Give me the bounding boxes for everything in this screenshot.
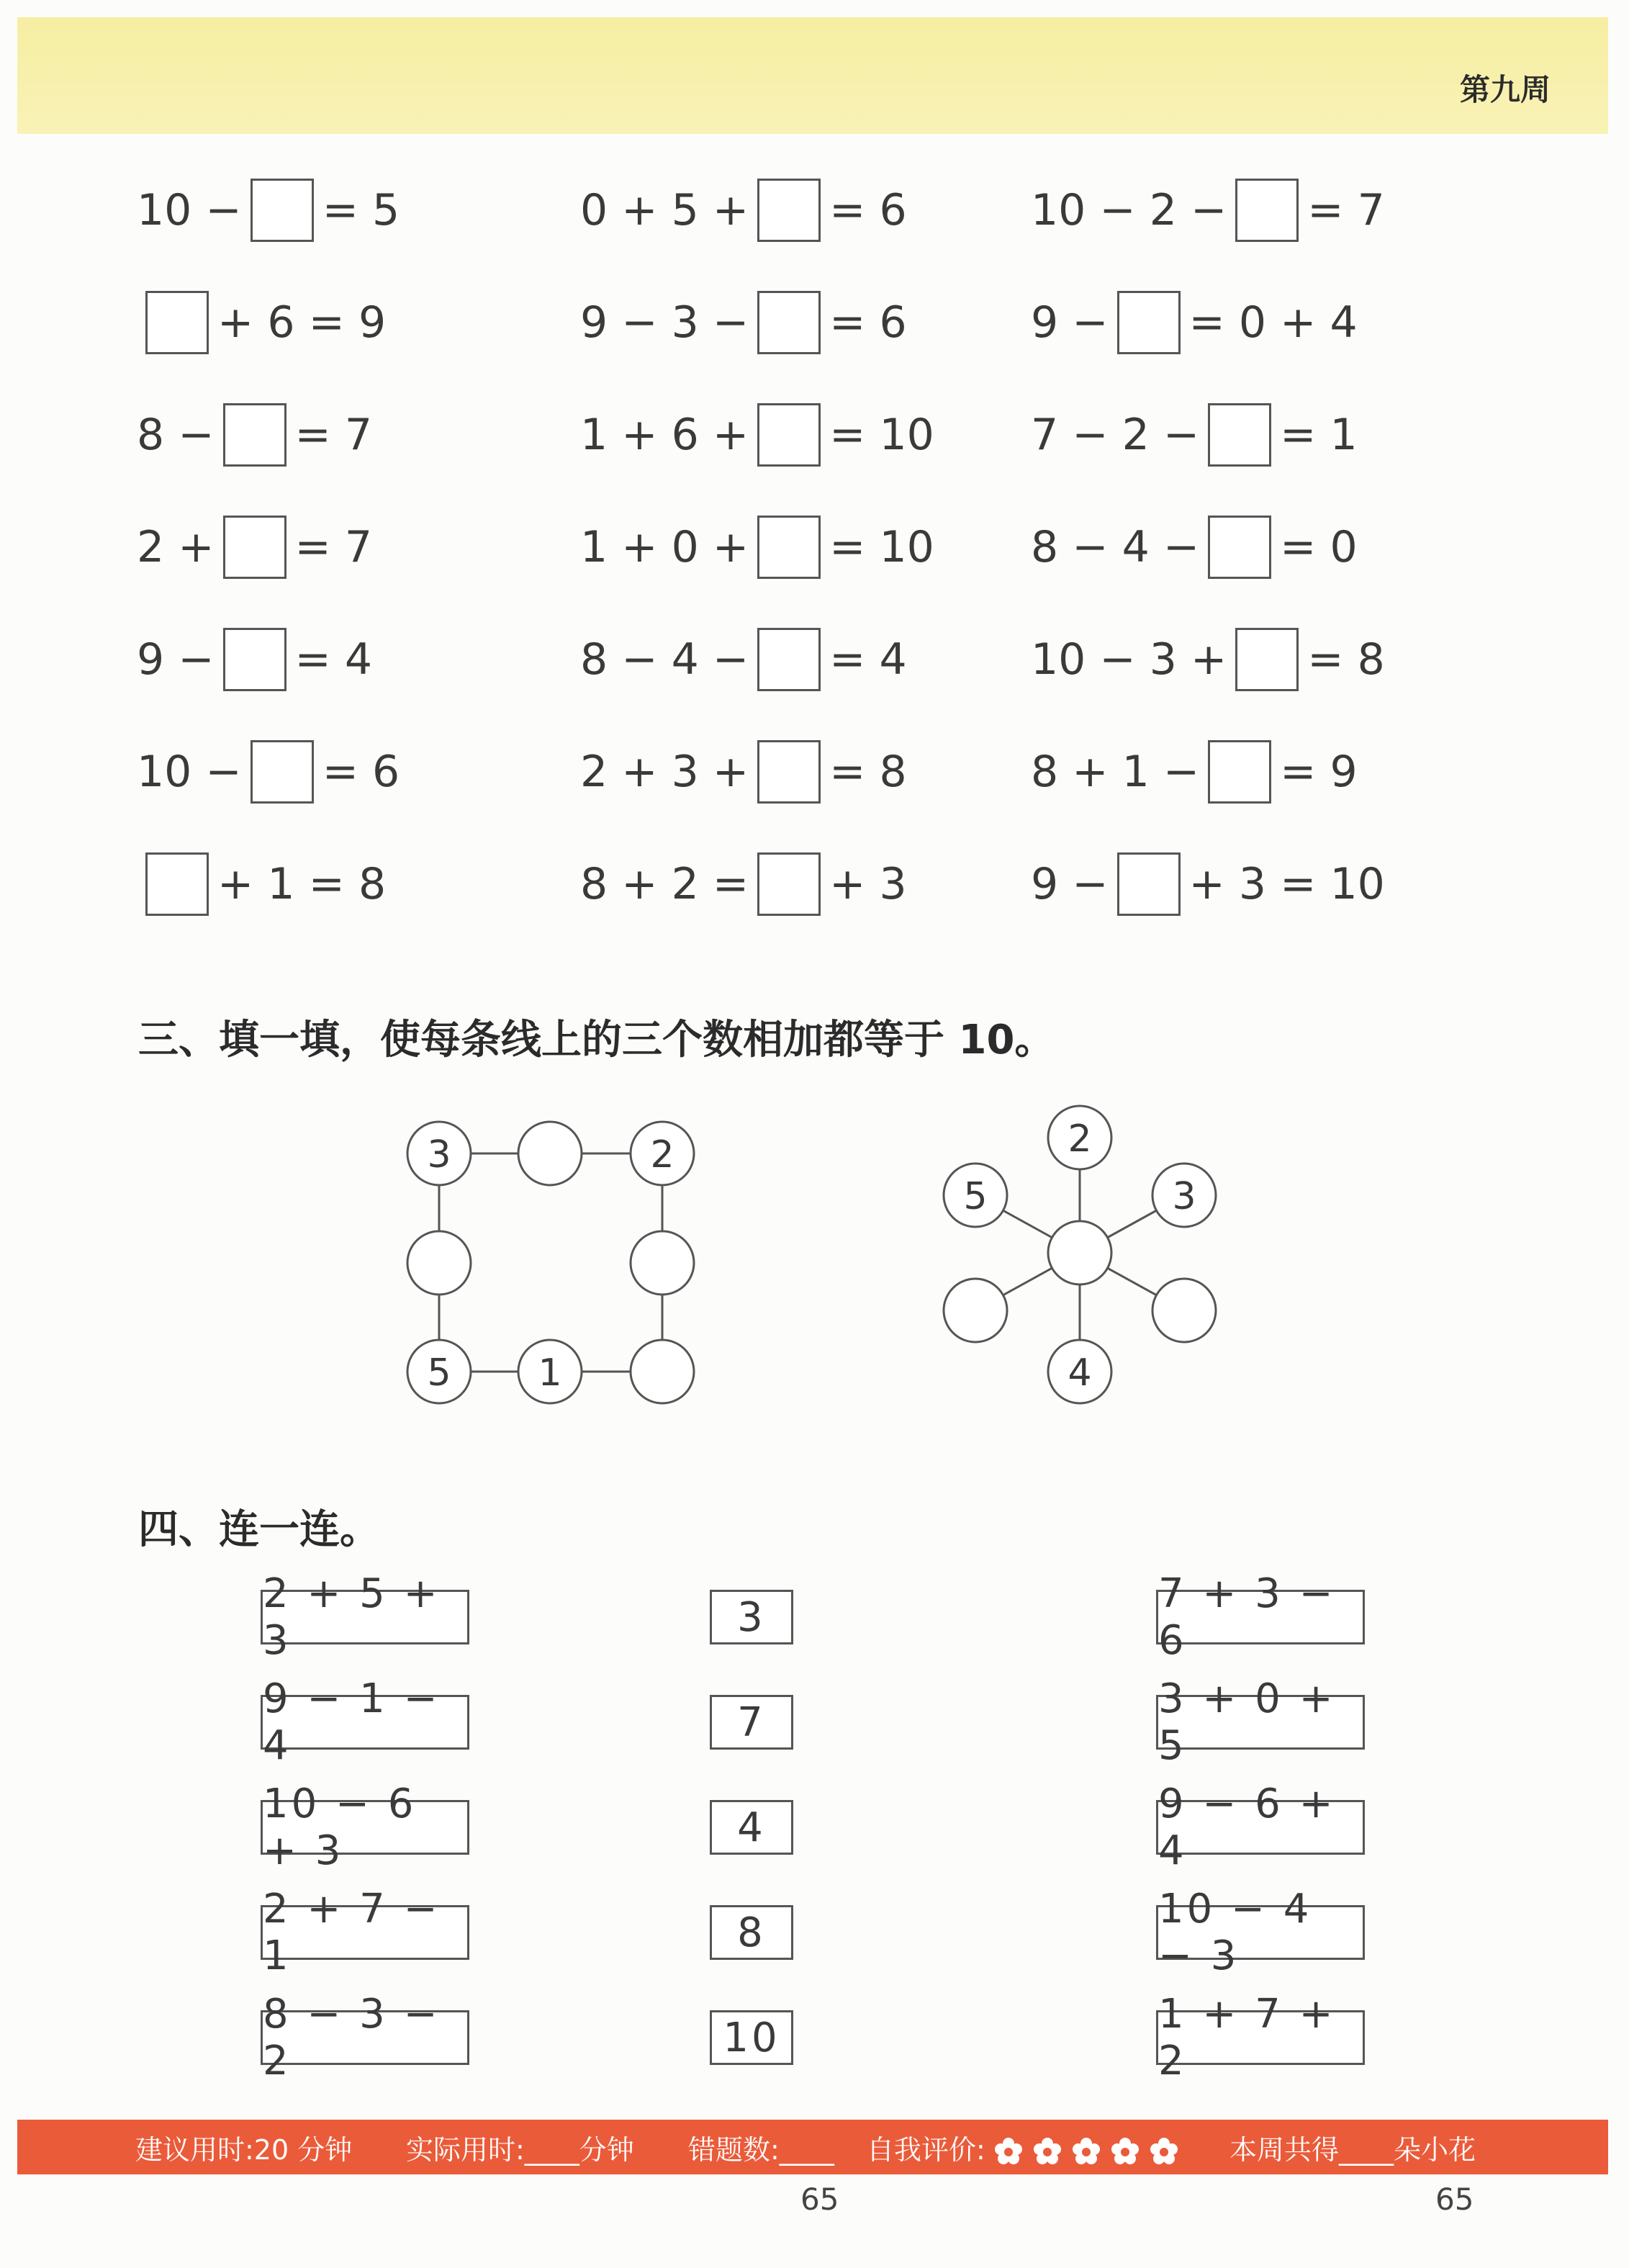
error-count: 错题数:____ (688, 2133, 834, 2166)
star-circle-center[interactable] (1048, 1221, 1111, 1284)
equation-right: = 0 (1280, 522, 1358, 572)
equation-left: 1 + 6 + (580, 410, 749, 460)
star-circle-lower-left[interactable] (944, 1279, 1007, 1342)
number-circle[interactable] (407, 1231, 471, 1295)
equation-left: 8 − 4 − (580, 634, 749, 685)
equation-right: + 1 = 8 (217, 859, 387, 909)
match-middle-item[interactable]: 4 (710, 1800, 793, 1855)
star-number: 2 (1068, 1117, 1092, 1161)
flower-icon[interactable] (994, 2137, 1023, 2166)
equation-left: 0 + 5 + (580, 185, 749, 235)
weekly-flowers: 本周共得____朵小花 (1229, 2133, 1476, 2166)
match-left-item[interactable]: 10 − 6 + 3 (261, 1800, 469, 1855)
circle-number: 5 (427, 1351, 451, 1395)
footer-band (17, 2120, 1608, 2174)
equation-left: 2 + (137, 522, 215, 572)
circle-number: 3 (427, 1133, 451, 1176)
equation-left: 10 − 3 + (1031, 634, 1227, 685)
star-diagram (944, 1106, 1216, 1403)
equation-right: = 10 (829, 522, 934, 572)
equation-left: 2 + 3 + (580, 747, 749, 797)
page-number-right: 65 (1435, 2182, 1474, 2217)
match-left-item[interactable]: 9 − 1 − 4 (261, 1695, 469, 1750)
equation-right: = 7 (294, 522, 373, 572)
equation-right: = 5 (322, 185, 400, 235)
equation-left: 9 − (1031, 859, 1109, 909)
equation-right: = 7 (1307, 185, 1385, 235)
match-middle-item[interactable]: 3 (710, 1590, 793, 1644)
equation-right: = 6 (829, 185, 907, 235)
equation-left: 9 − 3 − (580, 297, 749, 348)
flower-rating[interactable] (994, 2134, 1188, 2166)
match-middle-item[interactable]: 10 (710, 2010, 793, 2065)
equation-right: = 8 (1307, 634, 1385, 685)
equation-left: 9 − (1031, 297, 1109, 348)
equation-right: = 4 (294, 634, 373, 685)
match-left-item[interactable]: 2 + 7 − 1 (261, 1905, 469, 1960)
equation-right: + 3 = 10 (1188, 859, 1385, 909)
star-number: 5 (963, 1175, 988, 1218)
equation-right: = 9 (1280, 747, 1358, 797)
square-diagram (407, 1122, 694, 1403)
match-right-item[interactable]: 10 − 4 − 3 (1156, 1905, 1365, 1960)
section4-title: 四、连一连。 (138, 1506, 380, 1553)
equation-right: = 8 (829, 747, 907, 797)
equation-left: 8 + 1 − (1031, 747, 1200, 797)
match-right-item[interactable]: 9 − 6 + 4 (1156, 1800, 1365, 1855)
match-left-item[interactable]: 8 − 3 − 2 (261, 2010, 469, 2065)
circle-number: 1 (538, 1351, 562, 1395)
page-number-center: 65 (800, 2182, 839, 2217)
self-evaluation (867, 2128, 1188, 2167)
number-circle[interactable] (631, 1231, 694, 1295)
match-middle-item[interactable]: 7 (710, 1695, 793, 1750)
number-circle[interactable] (518, 1122, 582, 1185)
equation-right: = 6 (829, 297, 907, 348)
flower-icon[interactable] (1111, 2137, 1140, 2166)
number-circle[interactable] (631, 1340, 694, 1403)
equation-left: 9 − (137, 634, 215, 685)
flower-icon[interactable] (1150, 2137, 1178, 2166)
equation-right: + 3 (829, 859, 907, 909)
equation-right: = 1 (1280, 410, 1358, 460)
flower-icon[interactable] (1072, 2137, 1101, 2166)
star-circle-lower-right[interactable] (1152, 1279, 1216, 1342)
equation-right: = 10 (829, 410, 934, 460)
equation-left: 8 + 2 = (580, 859, 749, 909)
equation-left: 10 − (137, 747, 242, 797)
section3-title: 三、填一填，使每条线上的三个数相加都等于 10。 (138, 1017, 1055, 1063)
self-eval-label: 自我评价: (867, 2133, 985, 2166)
week-label: 第九周 (1459, 72, 1551, 107)
equation-right: = 7 (294, 410, 373, 460)
flower-icon[interactable] (1033, 2137, 1062, 2166)
equation-left: 10 − 2 − (1031, 185, 1227, 235)
suggested-time: 建议用时:20 分钟 (135, 2133, 353, 2166)
equation-left: 8 − 4 − (1031, 522, 1200, 572)
match-right-item[interactable]: 1 + 7 + 2 (1156, 2010, 1365, 2065)
equation-right: + 6 = 9 (217, 297, 387, 348)
match-right-item[interactable]: 7 + 3 − 6 (1156, 1590, 1365, 1644)
equation-right: = 0 + 4 (1188, 297, 1358, 348)
equation-left: 10 − (137, 185, 242, 235)
star-number: 3 (1172, 1175, 1196, 1218)
equation-right: = 6 (322, 747, 400, 797)
actual-time: 实际用时:____分钟 (406, 2133, 634, 2166)
match-left-item[interactable]: 2 + 5 + 3 (261, 1590, 469, 1644)
star-number: 4 (1068, 1351, 1092, 1395)
equation-left: 1 + 0 + (580, 522, 749, 572)
equation-left: 8 − (137, 410, 215, 460)
equation-left: 7 − 2 − (1031, 410, 1200, 460)
circle-number: 2 (650, 1133, 674, 1176)
match-middle-item[interactable]: 8 (710, 1905, 793, 1960)
equation-right: = 4 (829, 634, 907, 685)
match-right-item[interactable]: 3 + 0 + 5 (1156, 1695, 1365, 1750)
